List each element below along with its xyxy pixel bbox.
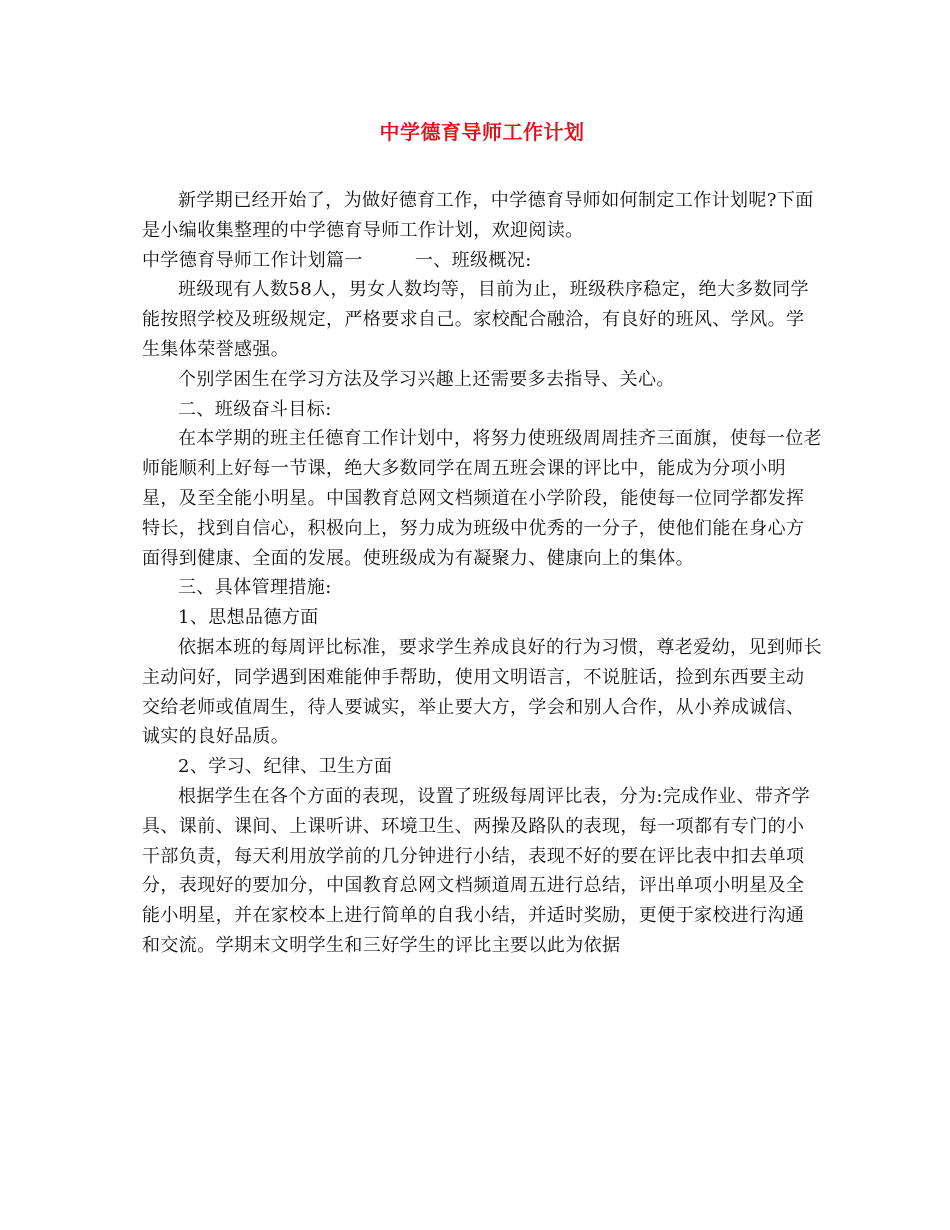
document-title: 中学德育导师工作计划 [379,120,585,144]
goals-paragraph: 在本学期的班主任德育工作计划中，将努力使班级周周挂齐三面旗，使每一位老师能顺利上好每一节课，绝大多数同学在周五班会课的评比中，能成为分项小明星，及至全能小明星。中国教育总网文档频道在小学阶段，能使每一位同学都发挥特长，找到自信心，积极向上，努力成为班级中优秀的一分子，使他们能在身心方面得到健康、全面的发展。使班级成为有凝聚力、健康向上的集体。 [142,428,822,569]
section-heading-line [142,246,822,276]
struggling-students-paragraph: 个别学困生在学习方法及学习兴趣上还需要多去指导、关心。 [178,368,675,390]
document-body [142,186,822,961]
moral-heading: 1、思想品德方面 [178,607,319,629]
goals-heading: 二、班级奋斗目标: [178,398,332,420]
moral-paragraph: 依据本班的每周评比标准，要求学生养成良好的行为习惯，尊老爱幼，见到师长主动问好，同学遇到困难能伸手帮助，使用文明语言，不说脏话，捡到东西要主动交给老师或值周生，待人要诚实，举止要大方，学会和别人合作，从小养成诚信、诚实的良好品质。 [142,636,822,748]
class-overview-paragraph: 班级现有人数58人，男女人数均等，目前为止，班级秩序稳定，绝大多数同学能按照学校及班级规定，严格要求自己。家校配合融洽，有良好的班风、学风。学生集体荣誉感强。 [142,279,809,360]
intro-paragraph: 新学期已经开始了，为做好德育工作，中学德育导师如何制定工作计划呢?下面是小编收集整理的中学德育导师工作计划，欢迎阅读。 [142,190,814,241]
study-paragraph: 根据学生在各个方面的表现，设置了班级每周评比表，分为:完成作业、带齐学具、课前、课间、上课听讲、环境卫生、两操及路队的表现，每一项都有专门的小干部负责，每天利用放学前的几分钟进行小结，表现不好的要在评比表中扣去单项分，表现好的要加分，中国教育总网文档频道周五进行总结，评出单项小明星及全能小明星，并在家校本上进行简单的自我小结，并适时奖励，更便于家校进行沟通和交流。学期末文明学生和三好学生的评比主要以此为依据 [142,785,811,956]
section-heading-right: 一、班级概况: [414,249,532,271]
study-heading: 2、学习、纪律、卫生方面 [178,756,393,778]
section-heading-left: 中学德育导师工作计划篇一 [142,249,363,271]
measures-heading: 三、具体管理措施: [178,577,332,599]
